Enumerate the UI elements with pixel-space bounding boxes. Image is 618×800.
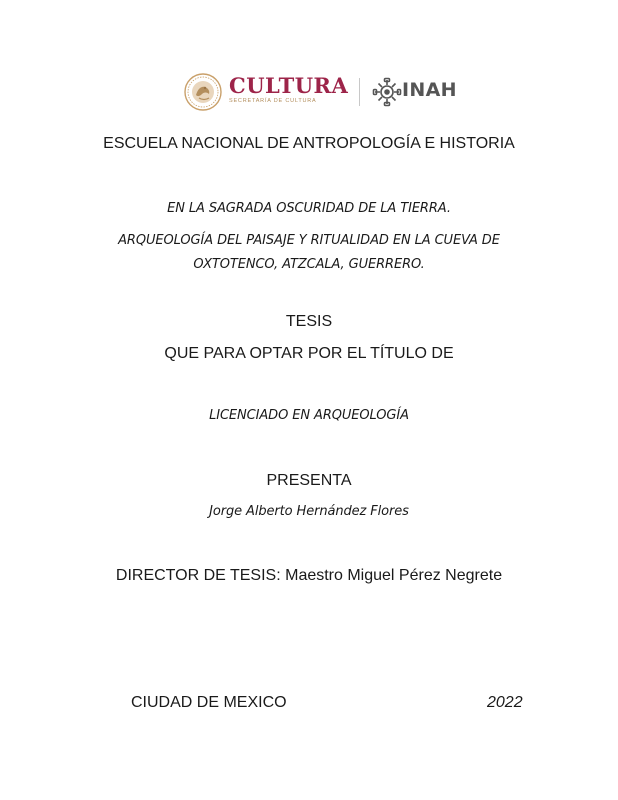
inah-emblem-icon xyxy=(372,77,402,107)
degree-title: LICENCIADO EN ARQUEOLOGÍA xyxy=(209,408,409,423)
logo-divider xyxy=(359,78,360,106)
school-name: ESCUELA NACIONAL DE ANTROPOLOGÍA E HISTORIA xyxy=(103,135,515,152)
cultura-logo-text: CULTURA xyxy=(229,73,349,98)
inah-logo-text: INAH xyxy=(402,79,457,101)
cultura-logo-subtitle: SECRETARÍA DE CULTURA xyxy=(229,98,317,104)
degree-purpose: QUE PARA OPTAR POR EL TÍTULO DE xyxy=(164,345,454,362)
thesis-title-line-1: EN LA SAGRADA OSCURIDAD DE LA TIERRA. xyxy=(167,201,451,216)
thesis-director: DIRECTOR DE TESIS: Maestro Miguel Pérez Negrete xyxy=(115,567,503,584)
city: CIUDAD DE MEXICO xyxy=(131,694,287,711)
presenta-label: PRESENTA xyxy=(266,472,352,489)
national-seal-icon xyxy=(184,73,222,111)
thesis-title-line-3: OXTOTENCO, ATZCALA, GUERRERO. xyxy=(193,257,425,272)
thesis-title-line-2: ARQUEOLOGÍA DEL PAISAJE Y RITUALIDAD EN LA CUEVA DE xyxy=(118,233,500,248)
document-type: TESIS xyxy=(285,313,333,330)
author-name: Jorge Alberto Hernández Flores xyxy=(209,504,409,519)
year: 2022 xyxy=(487,694,523,711)
header-logos xyxy=(0,70,618,114)
